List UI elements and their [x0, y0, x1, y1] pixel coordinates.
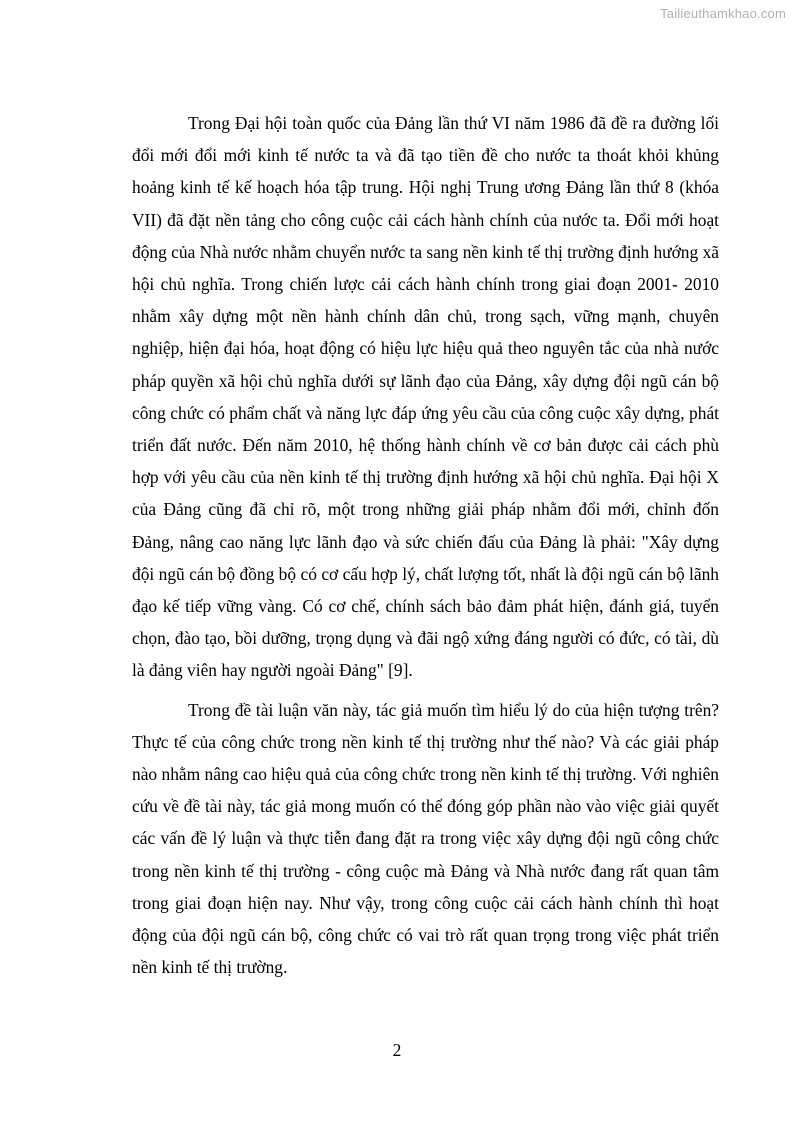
paragraph-2: Trong đề tài luận văn này, tác giả muốn tìm hiểu lý do của hiện tượng trên? Thực tế của công chức trong nền kinh tế thị trường như thế nào? Và các giải pháp nào nhằm nâng cao hiệu quả của công chức trong nền kinh tế thị trường. Với nghiên cứu về đề tài này, tác giả mong muốn có thể đóng góp phần nào vào việc giải quyết các vấn đề lý luận và thực tiễn đang đặt ra trong việc xây dựng đội ngũ công chức trong nền kinh tế thị trường - công cuộc mà Đảng và Nhà nước đang rất quan tâm trong giai đoạn hiện nay. Như vậy, trong công cuộc cải cách hành chính thì hoạt động của đội ngũ cán bộ, công chức có vai trò rất quan trọng trong việc phát triển nền kinh tế thị trường.	[132, 699, 719, 978]
paragraph-1: Trong Đại hội toàn quốc của Đảng lần thứ VI năm 1986 đã đề ra đường lối đổi mới đổi mới kinh tế nước ta và đã tạo tiền đề cho nước ta thoát khỏi khủng hoảng kinh tế kế hoạch hóa tập trung. Hội nghị Trung ương Đảng lần thứ 8 (khóa VII) đã đặt nền tảng cho công cuộc cải cách hành chính của nước ta. Đổi mới hoạt động của Nhà nước nhằm chuyển nước ta sang nền kinh tế thị trường định hướng xã hội chủ nghĩa. Trong chiến lược cải cách hành chính trong giai đoạn 2001- 2010 nhằm xây dựng một nền hành chính dân chủ, trong sạch, vững mạnh, chuyên nghiệp, hiện đại hóa, hoạt động có hiệu lực hiệu quả theo nguyên tắc của nhà nước pháp quyền xã hội chủ nghĩa dưới sự lãnh đạo của Đảng, xây dựng đội ngũ cán bộ công chức có phẩm chất và năng lực đáp ứng yêu cầu của công cuộc xây dựng, phát triển đất nước. Đến năm 2010, hệ thống hành chính về cơ bản được cải cách phù hợp với yêu cầu của nền kinh tế thị trường định hướng xã hội chủ nghĩa. Đại hội X của Đảng cũng đã chỉ rõ, một trong những giải pháp nhằm đổi mới, chỉnh đốn Đảng, nâng cao năng lực lãnh đạo và sức chiến đấu của Đảng là phải: "Xây dựng đội ngũ cán bộ đồng bộ có cơ cấu hợp lý, chất lượng tốt, nhất là đội ngũ cán bộ lãnh đạo kế tiếp vững vàng. Có cơ chế, chính sách bảo đảm phát hiện, đánh giá, tuyển chọn, đào tạo, bồi dưỡng, trọng dụng và đãi ngộ xứng đáng người có đức, có tài, dù là đảng viên hay người ngoài Đảng" [9].	[132, 113, 719, 681]
page-number: 2	[392, 1040, 402, 1060]
watermark-text: Tailieuthamkhao.com	[660, 6, 786, 21]
document-body	[132, 107, 719, 983]
